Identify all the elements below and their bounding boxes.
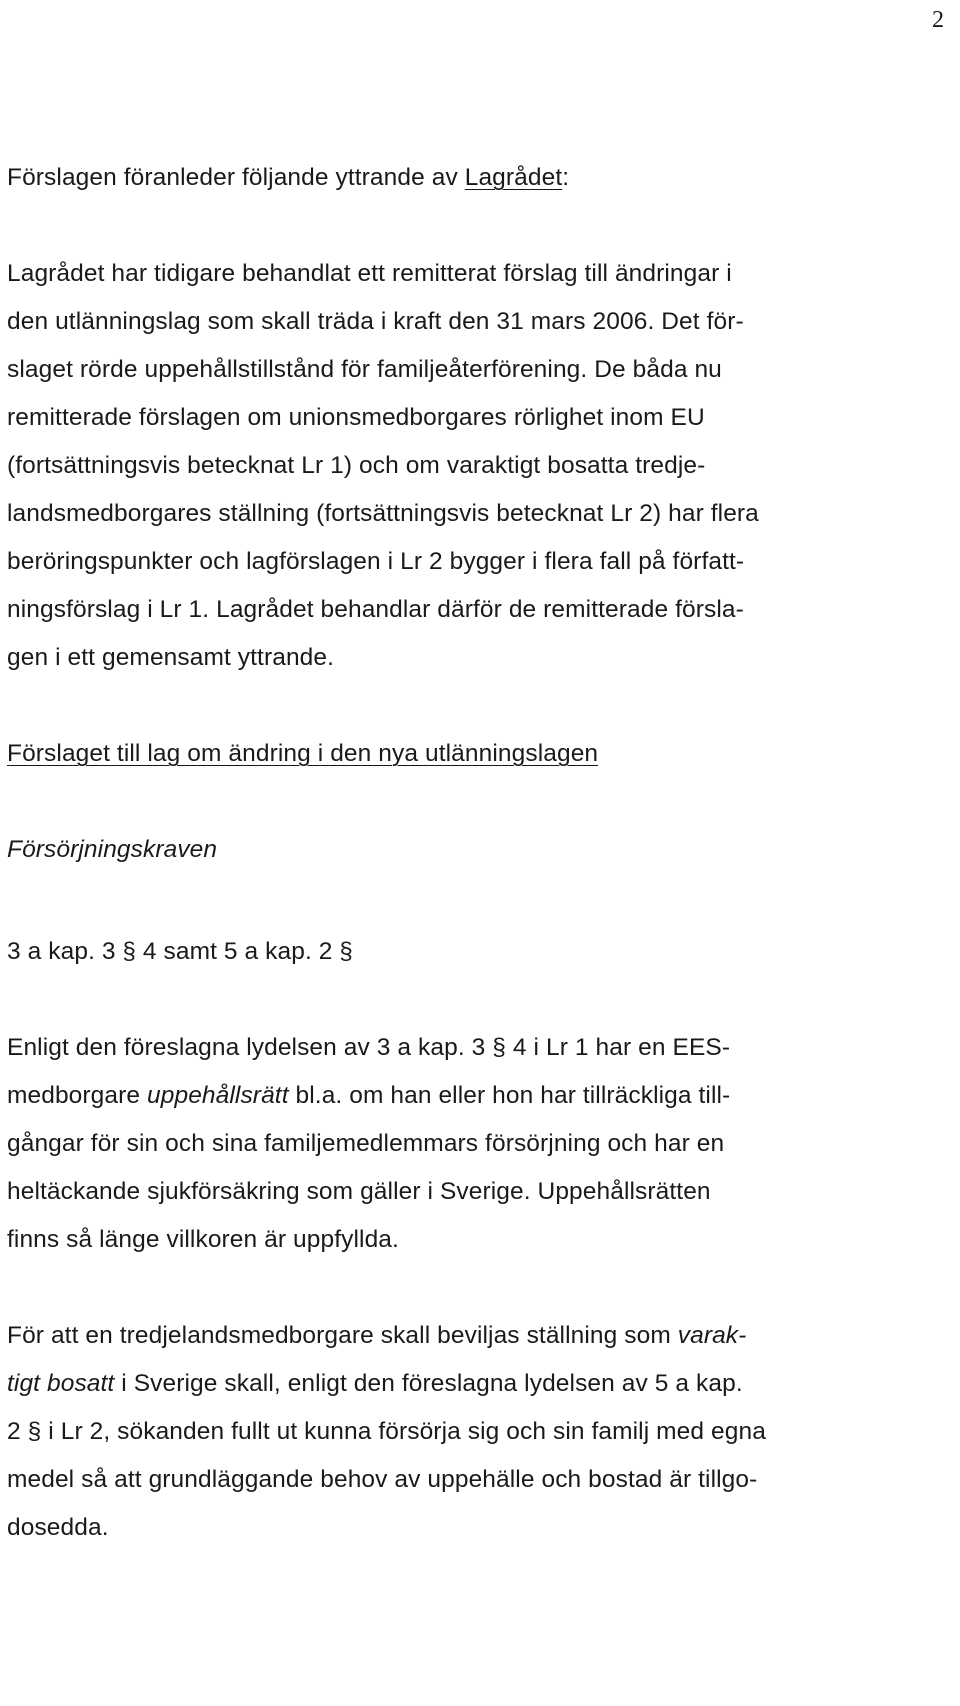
paragraph1-line: beröringspunkter och lagförslagen i Lr 2 bygger i flera fall på författ-: [7, 548, 745, 575]
paragraph3-line: [7, 1320, 746, 1352]
intro-colon: :: [562, 164, 570, 191]
paragraph2-line: gångar för sin och sina familjemedlemmars försörjning och har en: [7, 1130, 725, 1157]
paragraph2-line: Enligt den föreslagna lydelsen av 3 a kap. 3 § 4 i Lr 1 har en EES-: [7, 1034, 731, 1061]
paragraph3-text: För att en tredjelandsmedborgare skall beviljas ställning som: [7, 1322, 678, 1349]
page-number: 2: [932, 7, 944, 33]
paragraph1-line: gen i ett gemensamt yttrande.: [7, 644, 335, 671]
paragraph1-line: (fortsättningsvis betecknat Lr 1) och om varaktigt bosatta tredje-: [7, 452, 706, 479]
section-heading: Förslaget till lag om ändring i den nya utlänningslagen: [7, 740, 599, 767]
paragraph2-text: bl.a. om han eller hon har tillräckliga till-: [288, 1082, 731, 1109]
paragraph3-italic: varak-: [677, 1322, 747, 1349]
paragraph3-text: i Sverige skall, enligt den föreslagna lydelsen av 5 a kap.: [114, 1370, 743, 1397]
paragraph3-line: dosedda.: [7, 1514, 109, 1541]
paragraph2-italic: uppehållsrätt: [147, 1082, 289, 1109]
paragraph1-line: Lagrådet har tidigare behandlat ett remitterat förslag till ändringar i: [7, 260, 732, 287]
paragraph2-line: finns så länge villkoren är uppfyllda.: [7, 1226, 399, 1253]
paragraph1-line: slaget rörde uppehållstillstånd för familjeåterförening. De båda nu: [7, 356, 722, 383]
section-ref-part-a: 3 a kap. 3: [7, 938, 123, 965]
section-reference: [7, 936, 353, 968]
section-symbol: §: [122, 938, 136, 965]
lagradet-link[interactable]: Lagrådet: [464, 164, 563, 191]
section-symbol: §: [339, 938, 353, 965]
subheading: Försörjningskraven: [7, 836, 218, 863]
paragraph2-line: heltäckande sjukförsäkring som gäller i Sverige. Uppehållsrätten: [7, 1178, 711, 1205]
paragraph1-line: ningsförslag i Lr 1. Lagrådet behandlar därför de remitterade försla-: [7, 596, 744, 623]
paragraph2-text: medborgare: [7, 1082, 148, 1109]
paragraph2-line: [7, 1080, 730, 1112]
paragraph1-line: remitterade förslagen om unionsmedborgares rörlighet inom EU: [7, 404, 705, 431]
paragraph3-line: [7, 1368, 743, 1400]
section-ref-part-b: 4 samt 5 a kap. 2: [135, 938, 340, 965]
paragraph1-line: den utlänningslag som skall träda i kraft den 31 mars 2006. Det för-: [7, 308, 744, 335]
paragraph3-line: 2 § i Lr 2, sökanden fullt ut kunna försörja sig och sin familj med egna: [7, 1418, 766, 1445]
paragraph1-line: landsmedborgares ställning (fortsättningsvis betecknat Lr 2) har flera: [7, 500, 759, 527]
intro-line: [7, 162, 569, 194]
paragraph3-line: medel så att grundläggande behov av uppehälle och bostad är tillgo-: [7, 1466, 758, 1493]
paragraph3-italic: tigt bosatt: [7, 1370, 115, 1397]
intro-text: Förslagen föranleder följande yttrande av: [7, 164, 465, 191]
